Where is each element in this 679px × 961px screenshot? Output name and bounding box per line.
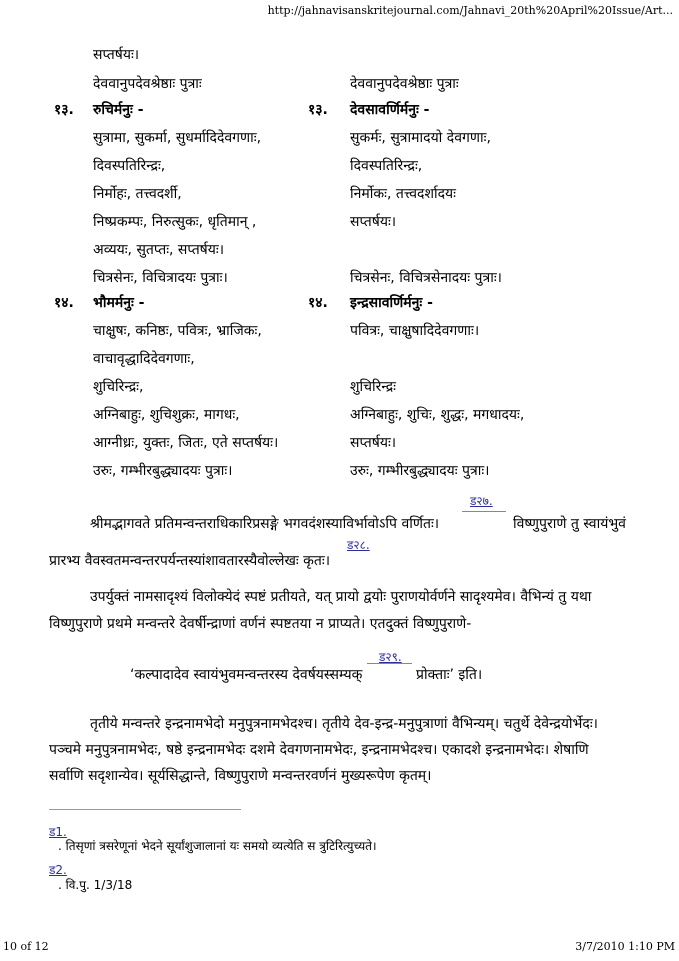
page-number: 10 of 12 (3, 940, 49, 953)
left-line: देववानुपदेवश्रेष्ठाः पुत्राः (93, 76, 202, 92)
paragraph-line: श्रीमद्भागवते प्रतिमन्वन्तराधिकारिप्रसङ्गे भगवदंशस्याविर्भावोऽपि वर्णितः। (90, 516, 440, 532)
ref-underline (462, 511, 506, 512)
paragraph-line: प्रारभ्य वैवस्वतमन्वन्तरपर्यन्तस्यांशावतारस्यैवोल्लेखः कृतः। (49, 553, 331, 569)
paragraph-line: सर्वाणि सदृशान्येव। सूर्यसिद्धान्ते, विष्णुपुराणे मन्वन्तरवर्णनं मुख्यरूपेण कृतम्। (49, 768, 432, 784)
right-line: सुकर्मः, सुत्रामादयो देवगणाः, (350, 130, 491, 146)
left-line: अग्निबाहुः, शुचिशुक्रः, मागधः, (93, 407, 240, 423)
right-line: सप्तर्षयः। (350, 435, 397, 451)
right-line: पवित्रः, चाक्षुषादिदेवगणाः। (350, 323, 480, 339)
print-datetime: 3/7/2010 1:10 PM (575, 940, 675, 953)
left-line: चाक्षुषः, कनिष्ठः, पवित्रः, भ्राजिकः, (93, 323, 262, 339)
page-url: http://jahnavisanskritejournal.com/Jahnavi_20th%20April%20Issue/Art... (267, 4, 673, 17)
left-line: उरुः, गम्भीरबुद्ध्यादयः पुत्राः। (93, 463, 233, 479)
left-number: १४. (54, 295, 74, 311)
right-line: अग्निबाहुः, शुचिः, शुद्धः, मगधादयः, (350, 407, 525, 423)
footnote-divider (49, 809, 241, 810)
paragraph-line: विष्णुपुराणे तु स्वायंभुवं (513, 516, 626, 532)
right-line: देववानुपदेवश्रेष्ठाः पुत्राः (350, 76, 459, 92)
footnote-ref-link[interactable]: ड२८. (347, 538, 370, 552)
left-line: अव्ययः, सुतप्तः, सप्तर्षयः। (93, 242, 225, 258)
paragraph-line: पञ्चमे मनुपुत्रनामभेदः, षष्ठे इन्द्रनामभेदः दशमे देवगणनामभेदः, इन्द्रनामभेदश्च। एकादशे इन्द्रनामभेदः। शेषाणि (49, 742, 589, 758)
ref-underline (367, 663, 412, 664)
left-heading: भौमर्मनुः - (93, 295, 145, 311)
right-number: १४. (308, 295, 328, 311)
quote-line: प्रोक्ताः’ इति। (416, 667, 483, 683)
right-line: उरुः, गम्भीरबुद्ध्यादयः पुत्राः। (350, 463, 490, 479)
left-line: चित्रसेनः, विचित्रादयः पुत्राः। (93, 270, 228, 286)
footnote-text: . तिसृणां त्रसरेणूनां भेदने सूर्यांशुजालानां यः समयो व्यत्येति स त्रुटिरित्युच्यते। (58, 839, 377, 853)
left-number: १३. (54, 102, 74, 118)
right-line: सप्तर्षयः। (350, 214, 397, 230)
right-line: चित्रसेनः, विचित्रसेनादयः पुत्राः। (350, 270, 502, 286)
left-line: शुचिरिन्द्रः, (93, 379, 144, 395)
footnote-ref-link[interactable]: ड2. (49, 863, 67, 877)
paragraph-line: उपर्युक्तं नामसादृश्यं विलोक्येदं स्पष्टं प्रतीयते, यत् प्रायो द्वयोः पुराणयोर्वर्णने सादृश्यमेव। वैभिन्यं तु यथा (90, 589, 592, 605)
left-heading: रुचिर्मनुः - (93, 102, 144, 118)
footnote-text: . वि.पु. 1/3/18 (58, 878, 133, 892)
right-number: १३. (308, 102, 328, 118)
right-line: शुचिरिन्द्रः (350, 379, 396, 395)
left-line: दिवस्पतिरिन्द्रः, (93, 158, 166, 174)
right-heading: इन्द्रसावर्णिर्मनुः - (350, 295, 433, 311)
left-line: निष्प्रकम्पः, निरुत्सुकः, धृतिमान् , (93, 214, 257, 230)
footnote-ref-link[interactable]: ड1. (49, 825, 67, 839)
left-line: आग्नीध्रः, युक्तः, जितः, एते सप्तर्षयः। (93, 435, 279, 451)
footnote-ref-link[interactable]: ड२९. (379, 650, 402, 664)
right-heading: देवसावर्णिर्मनुः - (350, 102, 430, 118)
paragraph-line: तृतीये मन्वन्तरे इन्द्रनामभेदो मनुपुत्रनामभेदश्च। तृतीये देव-इन्द्र-मनुपुत्राणां वैभिन्यम्। चतुर्थे देवेन्द्रयोर्भेदः। (90, 716, 598, 732)
footnote-ref-link[interactable]: ड२७. (470, 494, 493, 508)
left-line: सुत्रामा, सुकर्मा, सुधर्मादिदेवगणाः, (93, 130, 262, 146)
left-line: वाचावृद्धादिदेवगणाः, (93, 351, 195, 367)
left-line: निर्मोहः, तत्त्वदर्शी, (93, 186, 182, 202)
right-line: निर्मोकः, तत्त्वदर्शादयः (350, 186, 457, 202)
paragraph-line: विष्णुपुराणे प्रथमे मन्वन्तरे देवर्षीन्द्राणां वर्णनं स्पष्टतया न प्राप्यते। एतदुक्तं विष्णुपुराणे- (49, 616, 472, 632)
left-line: सप्तर्षयः। (93, 47, 140, 63)
right-line: दिवस्पतिरिन्द्रः, (350, 158, 423, 174)
quote-line: ‘कल्पादादेव स्वायंभुवमन्वन्तरस्य देवर्षयस्सम्यक् (130, 667, 363, 683)
